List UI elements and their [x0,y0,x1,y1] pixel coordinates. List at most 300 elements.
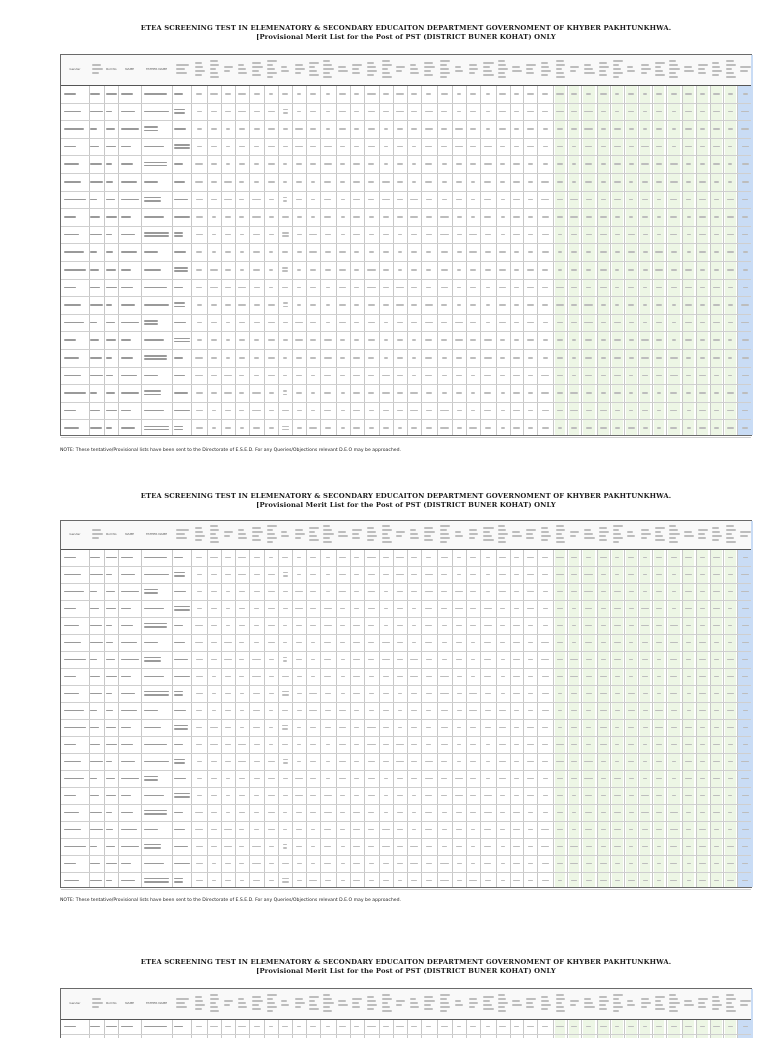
table-cell-mark [457,269,461,271]
header-text-mark [210,537,218,539]
header-text-mark [309,539,319,541]
table-cell-mark [528,216,532,218]
merit-table [60,54,752,436]
header-text-mark [92,998,101,1000]
header-text-mark [382,525,390,527]
table-cell-mark [514,251,519,253]
table-cell-mark [556,304,564,306]
table-cell-mark [64,216,77,218]
table-cell-mark [514,128,518,130]
header-text-mark [641,533,651,535]
header-text-mark [396,531,406,533]
column-header: Roll No [106,1002,117,1005]
header-text-mark [92,537,99,539]
table-cell-mark [144,355,167,357]
header-text-mark [599,1000,609,1002]
table-cell-mark [268,163,274,165]
table-cell-mark [197,304,202,306]
table-cell-mark [211,181,216,183]
table-cell-mark [310,163,315,165]
header-text-mark [669,64,678,66]
table-cell-mark [601,181,605,183]
table-cell-mark [556,93,564,95]
header-text-mark [512,535,522,537]
header-text-mark [455,1000,461,1002]
table-cell-mark [713,339,719,341]
table-cell-mark [629,216,633,218]
table-cell-mark [368,339,375,341]
table-cell-mark [310,287,316,289]
header-text-mark [455,1004,463,1006]
table-cell-mark [558,251,562,253]
table-cell-mark [254,163,259,165]
header-text-mark [526,72,534,74]
header-text-mark [238,529,244,531]
header-text-mark [740,535,747,537]
table-row [61,138,751,157]
table-cell-mark [470,287,476,289]
table-cell-mark [469,427,477,429]
table-cell-mark [254,375,259,377]
table-cell-mark [339,251,347,253]
table-cell-mark [501,427,505,429]
table-cell-mark [325,427,331,429]
header-text-mark [556,533,562,535]
header-text-mark [526,1006,534,1008]
header-text-mark [424,1000,435,1002]
table-cell-mark [441,287,448,289]
table-cell-mark [297,427,302,429]
table-cell-mark [426,269,431,271]
table-cell-mark [586,93,591,95]
table-cell-mark [339,304,345,306]
table-cell-mark [426,427,432,429]
header-text-mark [309,527,319,529]
header-text-mark [712,70,722,72]
header-text-mark [698,998,708,1000]
table-cell-mark [382,375,390,377]
table-cell-mark [601,339,606,341]
table-cell-mark [282,881,290,883]
table-cell-mark [144,235,169,237]
header-text-mark [599,531,609,533]
table-cell-mark [614,392,620,394]
table-cell-mark [212,427,216,429]
table-cell-mark [584,111,592,113]
header-text-mark [627,66,633,68]
header-text-mark [309,74,319,76]
header-text-mark [455,70,463,72]
table-cell-mark [396,304,404,306]
header-text-mark [252,531,263,533]
table-cell-mark [629,199,633,201]
table-cell-mark [64,304,82,306]
table-cell-mark [144,339,164,341]
table-cell-mark [527,304,533,306]
header-text-mark [526,64,536,66]
table-cell-mark [615,93,619,95]
header-text-mark [483,527,494,529]
table-row [61,120,751,139]
header-text-mark [498,60,504,62]
table-cell-mark [324,181,331,183]
header-text-mark [541,1008,548,1010]
sheet-title-line-2: [Provisional Merit List for the Post of PST (DISTRICT BUNER KOHAT) ONLY [256,501,556,509]
header-text-mark [726,529,736,531]
table-cell-mark [369,216,374,218]
header-text-mark [367,62,374,64]
table-cell-mark [543,163,548,165]
table-cell-mark [224,392,232,394]
header-text-mark [556,529,566,531]
table-cell-mark [470,128,475,130]
table-cell-mark [484,199,491,201]
header-text-mark [195,531,204,533]
header-text-mark [556,68,562,70]
table-cell-mark [174,375,184,377]
header-text-mark [352,1002,358,1004]
table-cell-mark [211,304,217,306]
table-cell-mark [268,111,276,113]
header-text-mark [382,994,390,996]
table-cell-mark [499,111,505,113]
table-cell-mark [527,111,533,113]
header-text-mark [526,529,536,531]
table-cell-mark [195,357,203,359]
table-cell-mark [174,93,183,95]
table-cell-mark [600,427,608,429]
table-cell-mark [382,199,390,201]
table-cell-mark [311,199,315,201]
table-cell-mark [741,128,749,130]
header-text-mark [483,1008,494,1010]
table-cell-mark [642,181,648,183]
header-text-mark [726,537,734,539]
table-cell-mark [174,338,189,340]
header-text-mark [627,1004,635,1006]
table-cell-mark [685,93,693,95]
header-text-mark [309,66,315,68]
table-cell-mark [226,163,230,165]
table-cell-mark [600,216,608,218]
table-cell-mark [297,304,301,306]
table-cell-mark [174,163,183,165]
table-cell-mark [656,375,661,377]
table-cell-mark [685,304,691,306]
table-cell-mark [713,304,721,306]
header-text-mark [367,539,374,541]
table-cell-mark [714,269,718,271]
header-text-mark [498,525,504,527]
header-text-mark [92,68,103,70]
table-cell-mark [410,199,418,201]
table-cell-mark [741,304,749,306]
table-cell-mark [324,392,331,394]
table-cell-mark [282,267,288,269]
table-cell-mark [283,660,287,662]
table-cell-mark [542,93,548,95]
table-cell-mark [700,93,705,95]
header-text-mark [238,1002,246,1004]
table-cell-mark [174,694,183,696]
header-text-mark [352,533,358,535]
header-text-mark [424,996,433,998]
header-text-mark [410,533,418,535]
table-cell-mark [471,181,475,183]
table-cell-mark [144,181,158,183]
header-text-mark [238,1006,248,1008]
header-text-mark [224,531,234,533]
table-cell-mark [728,304,733,306]
table-cell-mark [470,357,475,359]
header-text-mark [469,68,479,70]
header-text-mark [195,539,202,541]
header-text-mark [469,64,477,66]
header-text-mark [512,66,520,68]
table-cell-mark [324,375,331,377]
table-cell-mark [628,287,634,289]
header-text-mark [338,70,348,72]
table-cell-mark [121,392,139,394]
header-text-mark [323,541,332,543]
header-text-mark [599,62,607,64]
table-cell-mark [211,392,216,394]
header-text-mark [281,66,287,68]
header-text-mark [323,525,330,527]
table-cell-mark [144,390,161,392]
header-text-mark [195,66,204,68]
table-cell-mark [282,270,288,272]
sheet-title-line-1: ETEA SCREENING TEST IN ELEMENATORY & SECONDARY EDUCAITON DEPARTMENT GOVERNOMENT OF KHYBER PAKHTUNKHWA. [140,958,672,966]
header-text-mark [712,996,718,998]
header-text-mark [570,535,576,537]
header-text-mark [541,74,548,76]
header-text-mark [382,76,392,78]
table-cell-mark [174,232,183,234]
header-text-mark [367,66,376,68]
table-cell-mark [586,216,592,218]
table-cell-mark [195,375,203,377]
table-cell-mark [353,163,361,165]
table-cell-mark [700,287,705,289]
table-cell-mark [339,269,347,271]
table-cell-mark [196,251,202,253]
table-cell-mark [699,181,707,183]
table-cell-mark [570,216,578,218]
header-text-mark [382,998,392,1000]
header-text-mark [338,1004,348,1006]
header-text-mark [440,64,447,66]
table-cell-mark [455,339,463,341]
table-cell-mark [144,394,161,396]
table-cell-mark [657,216,661,218]
table-cell-mark [106,128,115,130]
table-cell-mark [144,269,161,271]
table-cell-mark [441,304,447,306]
table-cell-mark [326,111,331,113]
header-text-mark [498,529,506,531]
table-cell-mark [557,163,563,165]
table-cell-mark [557,216,562,218]
table-cell-mark [196,93,202,95]
table-cell-mark [121,269,131,271]
table-cell-mark [64,375,82,377]
table-cell-mark [310,269,316,271]
table-cell-mark [174,357,183,359]
table-cell-mark [457,93,461,95]
table-cell-mark [121,181,137,183]
table-cell-mark [614,357,620,359]
header-text-mark [176,1006,187,1008]
header-text-mark [684,1004,694,1006]
table-cell-mark [601,128,606,130]
header-text-mark [655,1000,661,1002]
table-cell-mark [239,181,244,183]
table-cell-mark [354,128,358,130]
table-cell-mark [353,181,361,183]
table-cell-mark [441,269,448,271]
header-text-mark [556,76,566,78]
header-text-mark [584,1002,593,1004]
header-text-mark [712,62,718,64]
table-cell-mark [501,216,505,218]
header-text-mark [726,60,734,62]
table-cell-mark [656,181,661,183]
table-cell-mark [354,287,359,289]
table-cell-mark [340,181,345,183]
table-cell-mark [252,216,260,218]
table-cell-mark [226,357,230,359]
table-cell-mark [254,93,260,95]
table-cell-mark [670,357,678,359]
header-text-mark [613,72,623,74]
table-cell-mark [614,339,622,341]
header-text-mark [323,998,332,1000]
header-text-mark [210,529,220,531]
table-cell-mark [106,287,117,289]
table-cell-mark [727,216,735,218]
header-text-mark [556,541,566,543]
header-text-mark [541,996,548,998]
table-cell-mark [629,163,634,165]
table-cell-mark [144,162,167,164]
table-cell-mark [514,111,518,113]
table-cell-mark [670,427,677,429]
header-text-mark [613,994,623,996]
table-cell-mark [700,111,705,113]
table-cell-mark [225,111,230,113]
header-text-mark [309,1000,315,1002]
header-text-mark [424,1008,433,1010]
table-cell-mark [484,181,491,183]
table-cell-mark [282,251,288,253]
header-text-mark [613,998,619,1000]
header-text-mark [669,72,676,74]
table-cell-mark [514,287,519,289]
header-text-mark [641,1006,647,1008]
header-text-mark [267,998,273,1000]
table-cell-mark [324,339,332,341]
table-cell-mark [672,111,677,113]
header-text-mark [655,539,665,541]
table-cell-mark [309,251,317,253]
table-cell-mark [412,375,416,377]
table-cell-mark [671,251,677,253]
table-cell-mark [254,128,260,130]
table-cell-mark [484,163,492,165]
table-cell-mark [457,287,461,289]
table-cell-mark [628,251,636,253]
table-cell-mark [368,357,374,359]
header-text-mark [556,64,566,66]
header-text-mark [469,1002,479,1004]
header-text-mark [599,539,607,541]
header-text-mark [367,74,374,76]
table-cell-mark [742,375,749,377]
table-cell-mark [254,111,260,113]
header-text-mark [655,1008,665,1010]
table-cell-mark [628,427,636,429]
header-text-mark [584,533,593,535]
table-cell-mark [269,216,274,218]
table-cell-mark [341,392,345,394]
table-cell-mark [601,304,606,306]
table-cell-mark [64,339,77,341]
column-header: Roll No [106,533,117,536]
header-text-mark [726,1006,734,1008]
table-cell-mark [144,93,167,95]
header-text-mark [526,998,536,1000]
table-cell-mark [643,128,647,130]
table-cell-mark [90,427,101,429]
table-cell-mark [353,392,359,394]
table-cell-mark [672,339,677,341]
header-text-mark [252,70,259,72]
header-text-mark [613,533,621,535]
table-cell-mark [629,375,633,377]
table-cell-mark [282,93,288,95]
header-text-mark [526,537,534,539]
table-cell-mark [90,216,100,218]
table-cell-mark [225,251,231,253]
header-text-mark [669,533,680,535]
table-cell-mark [106,93,117,95]
table-cell-mark [585,339,592,341]
table-cell-mark [412,339,416,341]
header-text-mark [92,533,103,535]
table-cell-mark [211,111,217,113]
header-text-mark [352,998,362,1000]
table-cell-mark [486,111,491,113]
header-text-mark [281,70,289,72]
table-cell-mark [528,357,533,359]
header-text-mark [498,64,506,66]
sheet-title-line-1: ETEA SCREENING TEST IN ELEMENATORY & SECONDARY EDUCAITON DEPARTMENT GOVERNOMENT OF KHYBER PAKHTUNKHWA. [140,492,672,500]
table-cell-mark [601,392,605,394]
table-cell-mark [411,269,417,271]
table-cell-mark [656,287,662,289]
table-cell-mark [742,392,748,394]
table-cell-mark [486,93,491,95]
header-text-mark [210,76,220,78]
table-cell-mark [700,128,704,130]
header-text-mark [712,539,718,541]
header-text-mark [195,996,202,998]
table-cell-mark [268,357,274,359]
header-text-mark [410,64,416,66]
table-cell-mark [254,304,260,306]
table-cell-mark [368,392,374,394]
